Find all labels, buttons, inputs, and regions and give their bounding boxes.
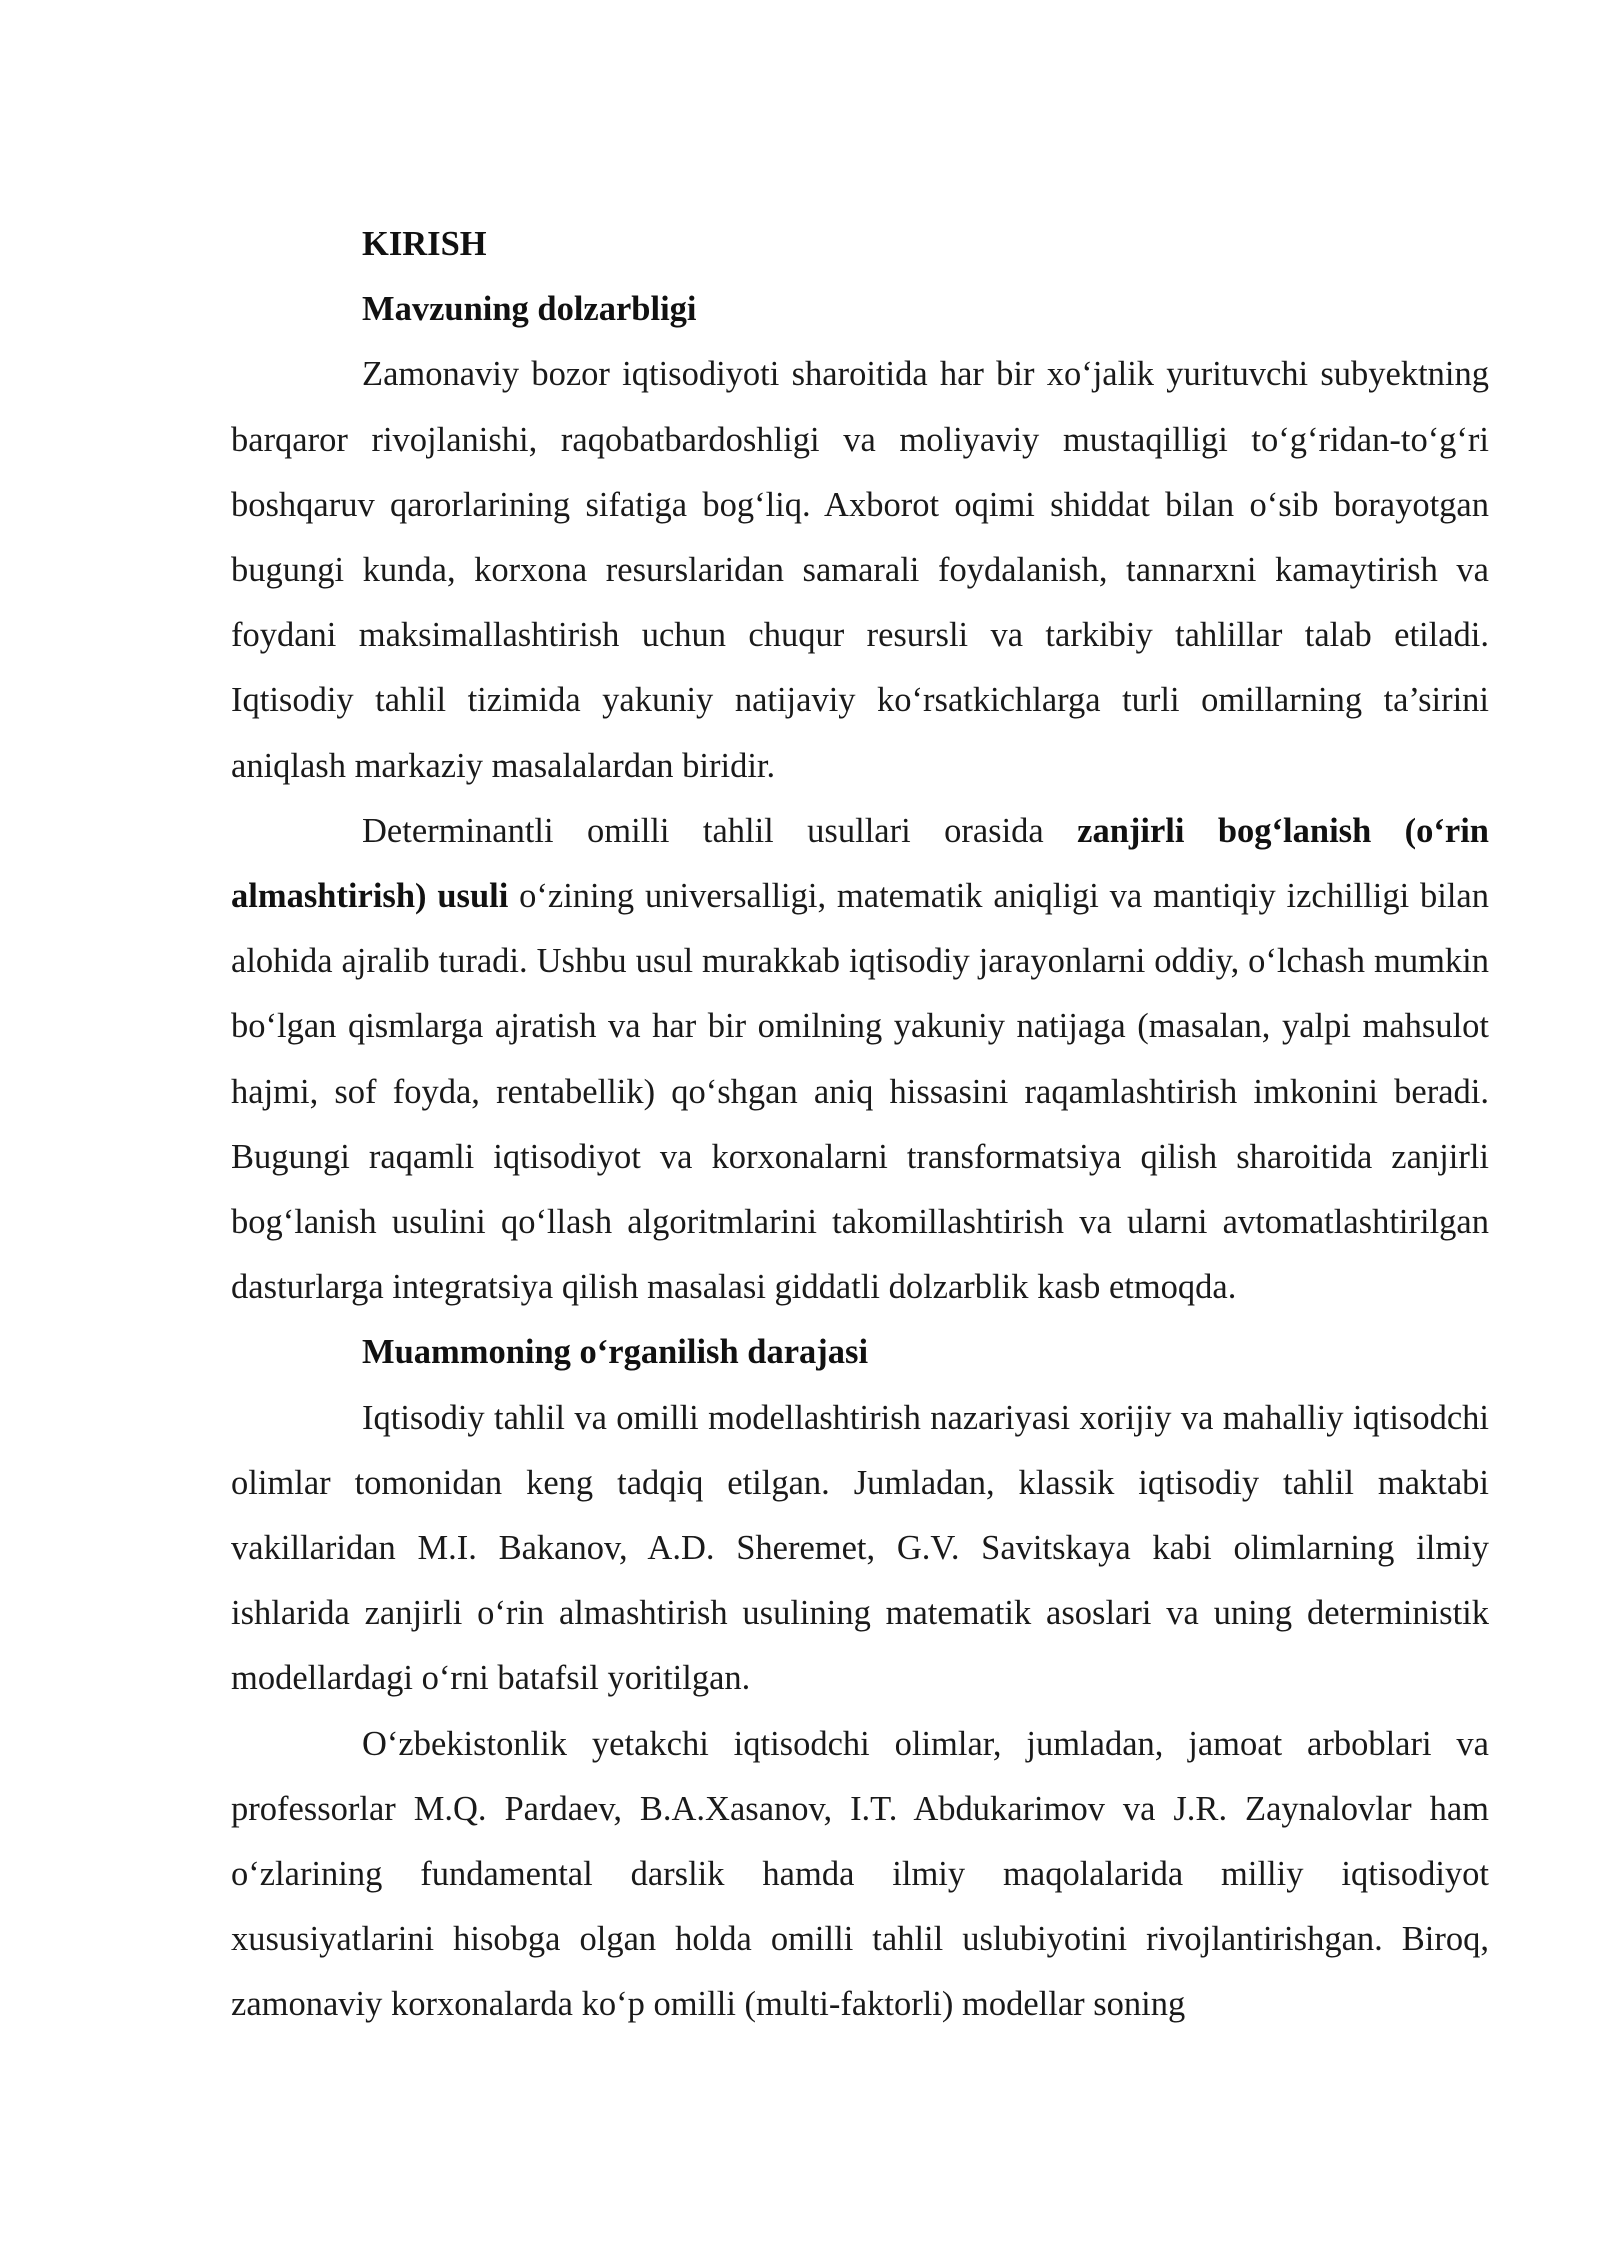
paragraph-method-end: o‘zining universalligi, matematik aniqligi va mantiqiy izchilligi bilan alohida ajralib turadi. Ushbu usul murakkab iqtisodiy jarayonlarni oddiy, o‘lchash mumkin bo‘lgan qismlarga ajratish va har bir omilning yakuniy natijaga (masalan, yalpi mahsulot hajmi, sof foyda, rentabellik) qo‘shgan aniq hissasini raqamlashtirish imkonini beradi. Bugungi raqamli iqtisodiyot va korxonalarni transformatsiya qilish sharoitida zanjirli bog‘lanish usulini qo‘llash algoritmlarini takomillashtirish va ularni avtomatlashtirilgan dasturlarga integratsiya qilish masalasi giddatli dolzarblik kasb etmoqda. (231, 877, 1489, 1307)
section-title: KIRISH (362, 225, 487, 263)
paragraph-foreign-scholars: Iqtisodiy tahlil va omilli modellashtirish nazariyasi xorijiy va mahalliy iqtisodchi olimlar tomonidan keng tadqiq etilgan. Jumladan, klassik iqtisodiy tahlil maktabi vakillaridan M.I. Bakanov, A.D. Sheremet, G.V. Savitskaya kabi olimlarning ilmiy ishlarida zanjirli o‘rin almashtirish usulining matematik asoslari va uning deterministik modellardagi o‘rni batafsil yoritilgan. (231, 1398, 1489, 1698)
subsection-heading-relevance: Mavzuning dolzarbligi (362, 290, 697, 329)
paragraph-method (231, 799, 1489, 1321)
document-body (231, 212, 1489, 2038)
paragraph-method-bold-term: zanjirli bog‘lanish (o‘rin almashtirish) usuli (231, 811, 1489, 916)
paragraph-local-scholars: O‘zbekistonlik yetakchi iqtisodchi olimlar, jumladan, jamoat arboblari va professorlar M.Q. Pardaev, B.A.Xasanov, I.T. Abdukarimov va J.R. Zaynalovlar ham o‘zlarining fundamental darslik hamda ilmiy maqolalarida milliy iqtisodiyot xususiyatlarini hisobga olgan holda omilli tahlil uslubiyotini rivojlantirishgan. Biroq, zamonaviy korxonalarda ko‘p omilli (multi-faktorli) modellar soning (231, 1724, 1489, 2024)
subsection-heading-study-level: Muammoning o‘rganilish darajasi (362, 1333, 869, 1372)
paragraph-intro: Zamonaviy bozor iqtisodiyoti sharoitida har bir xo‘jalik yurituvchi subyektning barqaror rivojlanishi, raqobatbardoshligi va moliyaviy mustaqilligi to‘g‘ridan-to‘g‘ri boshqaruv qarorlarining sifatiga bog‘liq. Axborot oqimi shiddat bilan o‘sib borayotgan bugungi kunda, korxona resurslaridan samarali foydalanish, tannarxni kamaytirish va foydani maksimallashtirish uchun chuqur resursli va tarkibiy tahlillar talab etiladi. Iqtisodiy tahlil tizimida yakuniy natijaviy ko‘rsatkichlarga turli omillarning ta’sirini aniqlash markaziy masalalardan biridir. (231, 355, 1489, 785)
paragraph-method-start: Determinantli omilli tahlil usullari orasida (362, 811, 1078, 850)
